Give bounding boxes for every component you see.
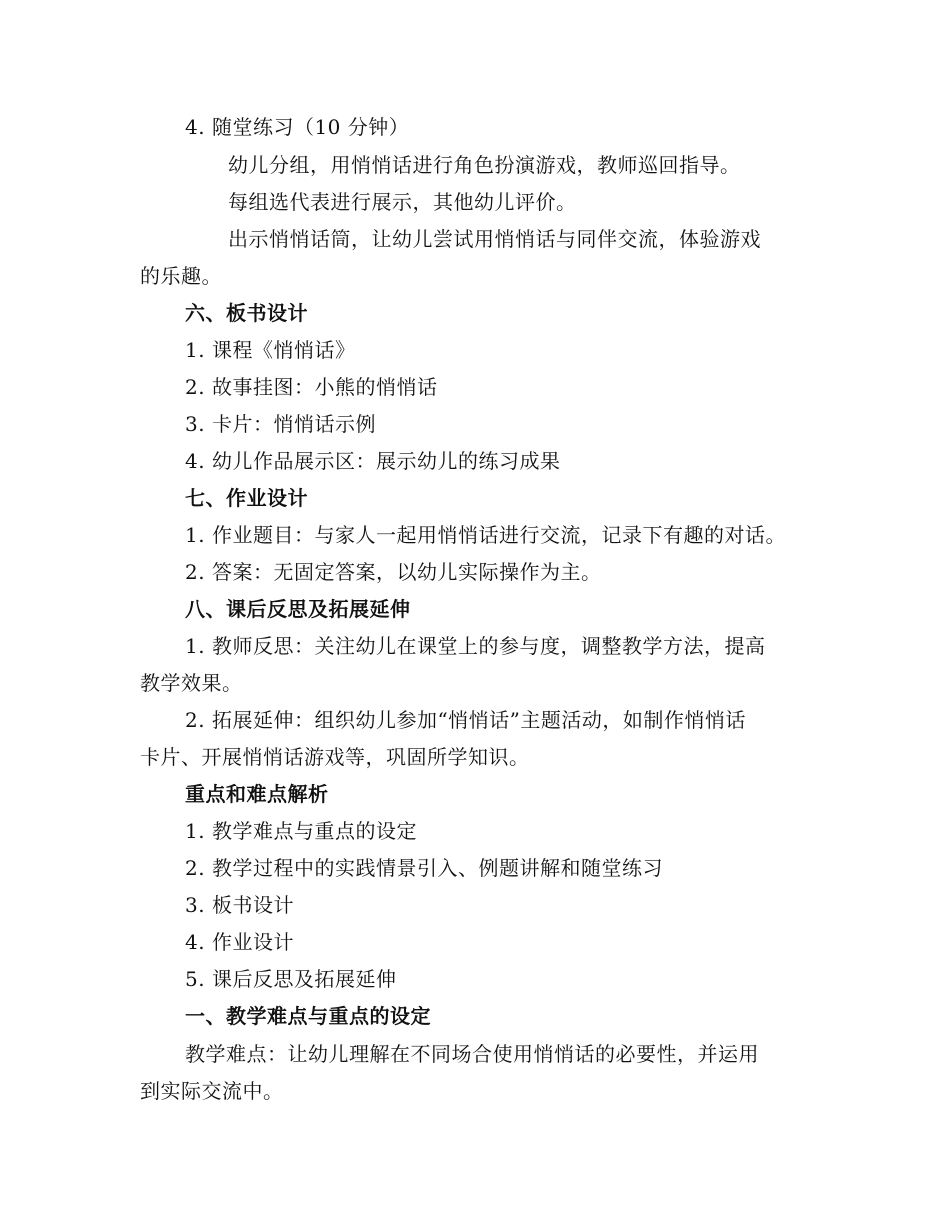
practice-paragraph-1: 幼儿分组，用悄悄话进行角色扮演游戏，教师巡回指导。 (228, 153, 741, 177)
board-design-item: 1. 课程《悄悄话》 (185, 338, 356, 362)
section-one-paragraph-line-2: 到实际交流中。 (140, 1079, 284, 1103)
analysis-heading: 重点和难点解析 (185, 782, 329, 806)
board-design-heading: 六、板书设计 (185, 301, 308, 325)
reflection-item-1-line-1: 1. 教师反思：关注幼儿在课堂上的参与度，调整教学方法，提高 (185, 634, 766, 658)
section-one-paragraph-line-1: 教学难点：让幼儿理解在不同场合使用悄悄话的必要性，并运用 (185, 1042, 759, 1066)
board-design-item: 4. 幼儿作品展示区：展示幼儿的练习成果 (185, 449, 561, 473)
reflection-item-2-line-1: 2. 拓展延伸：组织幼儿参加“悄悄话”主题活动，如制作悄悄话 (185, 708, 746, 732)
homework-item: 2. 答案：无固定答案，以幼儿实际操作为主。 (185, 560, 602, 584)
reflection-item-2-line-2: 卡片、开展悄悄话游戏等，巩固所学知识。 (140, 745, 530, 769)
homework-item: 1. 作业题目：与家人一起用悄悄话进行交流，记录下有趣的对话。 (185, 523, 786, 547)
practice-paragraph-3-line-1: 出示悄悄话筒，让幼儿尝试用悄悄话与同伴交流，体验游戏 (228, 227, 761, 251)
analysis-item: 1. 教学难点与重点的设定 (185, 819, 417, 843)
analysis-item: 4. 作业设计 (185, 930, 294, 954)
reflection-item-1-line-2: 教学效果。 (140, 671, 243, 695)
reflection-heading: 八、课后反思及拓展延伸 (185, 597, 411, 621)
board-design-item: 2. 故事挂图：小熊的悄悄话 (185, 375, 438, 399)
section-one-heading: 一、教学难点与重点的设定 (185, 1004, 431, 1028)
practice-paragraph-3-line-2: 的乐趣。 (140, 264, 222, 288)
analysis-item: 3. 板书设计 (185, 893, 294, 917)
analysis-item: 5. 课后反思及拓展延伸 (185, 967, 397, 991)
practice-paragraph-2: 每组选代表进行展示，其他幼儿评价。 (228, 190, 577, 214)
practice-heading: 4. 随堂练习（10 分钟） (185, 115, 410, 139)
analysis-item: 2. 教学过程中的实践情景引入、例题讲解和随堂练习 (185, 856, 663, 880)
homework-heading: 七、作业设计 (185, 486, 308, 510)
board-design-item: 3. 卡片：悄悄话示例 (185, 412, 376, 436)
